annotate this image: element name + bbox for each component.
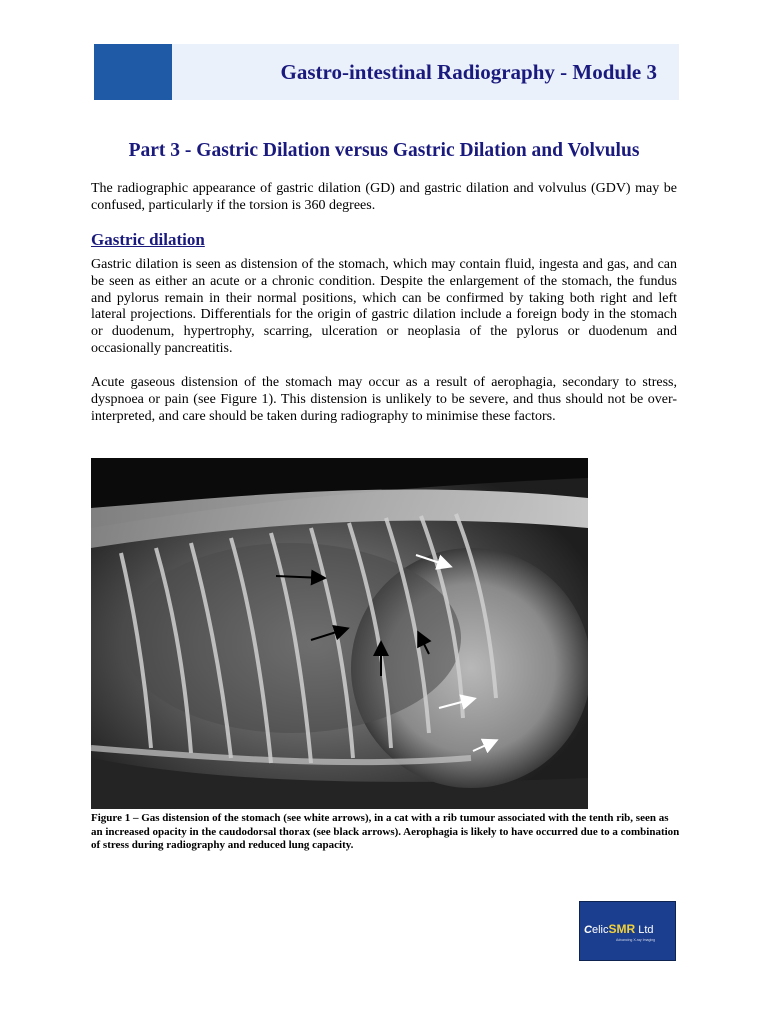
part-title: Part 3 - Gastric Dilation versus Gastric Dilation and Volvulus bbox=[128, 140, 640, 161]
header-band bbox=[94, 44, 679, 100]
logo-wordmark: CelicSMR Ltd bbox=[584, 922, 654, 936]
module-title: Gastro-intestinal Radiography - Module 3 bbox=[280, 60, 657, 84]
header-accent-block bbox=[94, 44, 172, 100]
celicsmr-logo bbox=[579, 901, 676, 961]
logo-tagline: Advancing X-ray Imaging bbox=[616, 938, 656, 942]
figure-caption: Figure 1 – Gas distension of the stomach (see white arrows), in a cat with a rib tumour associated with the tenth rib, seen as an increased opacity in the caudodorsal thorax (see black arrows). Aerophagia is likely to have occurred due to a combination of stress during radiography and reduced lung capacity. bbox=[91, 812, 680, 851]
section-heading: Gastric dilation bbox=[91, 230, 205, 249]
radiograph-image bbox=[91, 458, 588, 809]
intro-paragraph: The radiographic appearance of gastric dilation (GD) and gastric dilation and volvulus (GDV) may be confused, particularly if the torsion is 360 degrees. bbox=[91, 181, 677, 213]
body-paragraph-1: Gastric dilation is seen as distension of the stomach, which may contain fluid, ingesta and gas, and can be seen as either an acute or a chronic condition. Despite the enlargement of the stomach, the fundus and pylorus remain in their normal positions, which can be confirmed by taking both right and left lateral projections. Differentials for the origin of gastric dilation include a foreign body in the stomach or duodenum, hypertrophy, scarring, ulceration or neoplasia of the pylorus or duodenum and occasionally pancreatitis. bbox=[91, 257, 677, 356]
body-paragraph-2: Acute gaseous distension of the stomach may occur as a result of aerophagia, secondary to stress, dyspnoea or pain (see Figure 1). This distension is unlikely to be severe, and thus should not be over-interpreted, and care should be taken during radiography to minimise these factors. bbox=[91, 375, 677, 424]
radiograph-figure bbox=[91, 458, 588, 809]
